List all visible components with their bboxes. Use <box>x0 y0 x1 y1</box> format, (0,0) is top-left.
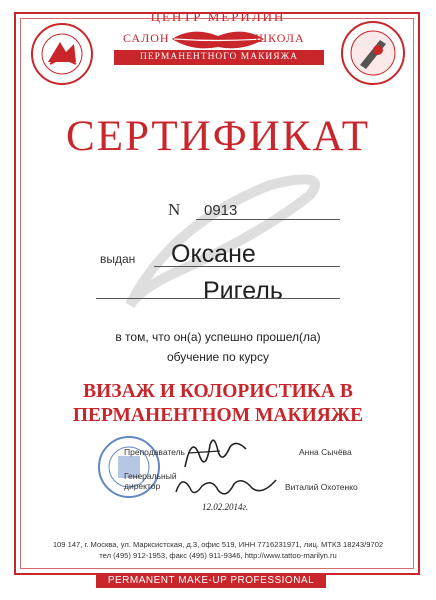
certificate-number: 0913 <box>204 202 238 219</box>
tattoo-seal-logo <box>340 20 406 86</box>
number-label: N <box>168 200 181 219</box>
certificate-title: СЕРТИФИКАТ <box>66 113 370 160</box>
course-title-line-2: ПЕРМАНЕНТНОМ МАКИЯЖЕ <box>72 405 364 426</box>
address-line-1: 109 147, г. Москва, ул. Марксистская, д.3, офис 519, ИНН 7716231971, лиц. МТКЗ 18243/9702 <box>52 540 384 549</box>
number-underline <box>196 219 340 220</box>
recipient-first-name: Оксане <box>171 240 256 268</box>
course-title <box>0 380 436 428</box>
lips-icon <box>168 28 268 50</box>
teacher-label: Преподаватель <box>124 447 185 457</box>
school-seal-logo <box>30 22 94 86</box>
training-text: обучение по курсу <box>167 350 269 364</box>
address-line-2: тел (495) 912-1953, факс (495) 911-9346, http://www.tattoo-marilyn.ru <box>99 551 337 560</box>
director-name: Виталий Охотенко <box>285 482 358 492</box>
signature-date: 12.02.2014г. <box>202 502 249 512</box>
teacher-name: Анна Сычёва <box>299 447 352 457</box>
name-underline-1 <box>154 266 340 267</box>
course-title-line-1: ВИЗАЖ И КОЛОРИСТИКА В <box>83 381 353 402</box>
school-label: ШКОЛА <box>255 31 305 45</box>
director-signature <box>172 470 282 516</box>
teacher-signature <box>180 427 250 473</box>
issued-label: выдан <box>100 252 136 266</box>
director-label: Генеральный директор <box>124 471 177 491</box>
professional-band: PERMANENT MAKE-UP PROFESSIONAL <box>96 574 326 588</box>
recipient-last-name: Ригель <box>203 277 283 305</box>
completion-text: в том, что он(а) успешно прошел(ла) <box>115 330 321 344</box>
permanent-makeup-band: ПЕРМАНЕНТНОГО МАКИЯЖА <box>114 50 324 65</box>
salon-label: САЛОН <box>123 31 170 45</box>
center-title: ЦЕНТР МЕРИЛИН <box>150 9 286 24</box>
name-underline-2 <box>96 298 340 299</box>
